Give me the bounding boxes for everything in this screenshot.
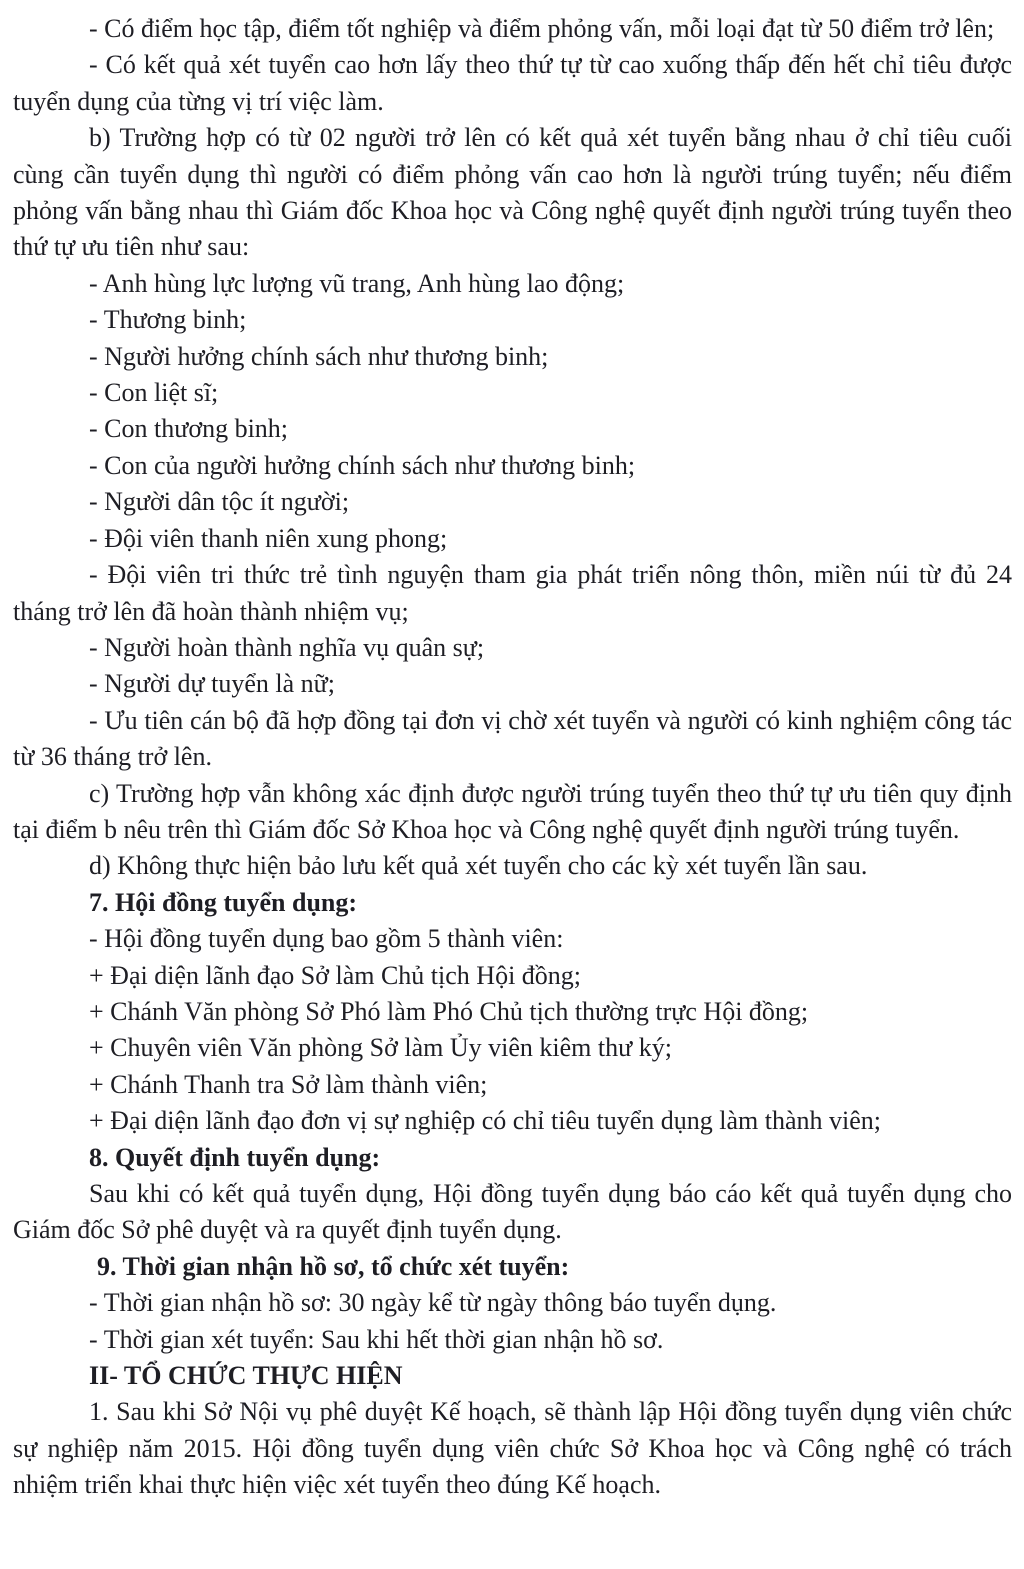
council-member: + Chánh Văn phòng Sở Phó làm Phó Chủ tịch thường trực Hội đồng; [89, 996, 809, 1026]
section-heading-9: 9. Thời gian nhận hồ sơ, tổ chức xét tuyển: [97, 1251, 570, 1281]
priority-item: - Người hưởng chính sách như thương binh; [89, 341, 549, 371]
priority-item: - Thương binh; [89, 305, 247, 335]
priority-item: - Người dân tộc ít người; [89, 487, 350, 517]
priority-item: - Đội viên thanh niên xung phong; [89, 523, 448, 553]
priority-item: - Người hoàn thành nghĩa vụ quân sự; [89, 632, 485, 662]
paragraph-criteria-ranking: - Có kết quả xét tuyển cao hơn lấy theo thứ tự từ cao xuống thấp đến hết chỉ tiêu được tuyển dụng của từng vị trí việc làm. [13, 50, 1012, 116]
paragraph-d-no-reservation: d) Không thực hiện bảo lưu kết quả xét tuyển cho các kỳ xét tuyển lần sau. [89, 851, 868, 881]
section-heading-ii: II- TỔ CHỨC THỰC HIỆN [89, 1361, 403, 1391]
priority-item: - Người dự tuyển là nữ; [89, 669, 335, 699]
council-member: + Đại diện lãnh đạo đơn vị sự nghiệp có chỉ tiêu tuyển dụng làm thành viên; [89, 1106, 882, 1136]
council-member: + Chánh Thanh tra Sở làm thành viên; [89, 1069, 488, 1099]
timeline-item: - Thời gian xét tuyển: Sau khi hết thời gian nhận hồ sơ. [89, 1324, 664, 1354]
council-intro: - Hội đồng tuyển dụng bao gồm 5 thành viên: [89, 924, 564, 954]
priority-item: - Ưu tiên cán bộ đã hợp đồng tại đơn vị chờ xét tuyển và người có kinh nghiệm công tác từ 36 tháng trở lên. [13, 705, 1012, 772]
council-member: + Chuyên viên Văn phòng Sở làm Ủy viên kiêm thư ký; [89, 1033, 672, 1063]
council-member: + Đại diện lãnh đạo Sở làm Chủ tịch Hội đồng; [89, 960, 582, 990]
paragraph-criteria-scores: - Có điểm học tập, điểm tốt nghiệp và điểm phỏng vấn, mỗi loại đạt từ 50 điểm trở lên; [89, 14, 995, 43]
priority-item: - Con thương binh; [89, 414, 289, 444]
section-heading-8: 8. Quyết định tuyển dụng: [89, 1142, 381, 1172]
paragraph-implementation: 1. Sau khi Sở Nội vụ phê duyệt Kế hoạch, sẽ thành lập Hội đồng tuyển dụng viên chức sự nghiệp năm 2015. Hội đồng tuyển dụng viên chức Sở Khoa học và Công nghệ có trách nhiệm triển khai thực hiện việc xét tuyển theo đúng Kế hoạch. [13, 1397, 1012, 1500]
paragraph-b-tie-rule: b) Trường hợp có từ 02 người trở lên có kết quả xét tuyển bằng nhau ở chỉ tiêu cuối cùng cần tuyển dụng thì người có điểm phỏng vấn cao hơn là người trúng tuyển; nếu điểm phỏng vấn bằng nhau thì Giám đốc Khoa học và Công nghệ quyết định người trúng tuyển theo thứ tự ưu tiên như sau: [13, 123, 1012, 262]
timeline-item: - Thời gian nhận hồ sơ: 30 ngày kể từ ngày thông báo tuyển dụng. [89, 1288, 777, 1318]
paragraph-c-director-decision: c) Trường hợp vẫn không xác định được người trúng tuyển theo thứ tự ưu tiên quy định tại điểm b nêu trên thì Giám đốc Sở Khoa học và Công nghệ quyết định người trúng tuyển. [13, 778, 1012, 844]
paragraph-decision: Sau khi có kết quả tuyển dụng, Hội đồng tuyển dụng báo cáo kết quả tuyển dụng cho Giám đốc Sở phê duyệt và ra quyết định tuyển dụng. [13, 1179, 1012, 1245]
priority-item: - Đội viên tri thức trẻ tình nguyện tham gia phát triển nông thôn, miền núi từ đủ 24 tháng trở lên đã hoàn thành nhiệm vụ; [13, 560, 1012, 626]
priority-item: - Anh hùng lực lượng vũ trang, Anh hùng lao động; [89, 268, 625, 298]
priority-item: - Con liệt sĩ; [89, 378, 219, 408]
priority-item: - Con của người hưởng chính sách như thương binh; [89, 450, 636, 480]
section-heading-7: 7. Hội đồng tuyển dụng: [89, 887, 358, 917]
